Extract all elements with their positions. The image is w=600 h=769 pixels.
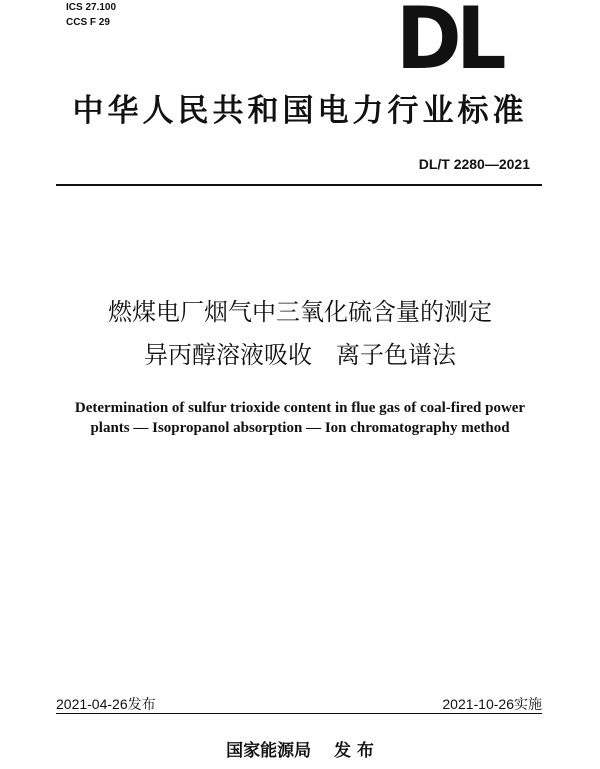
title-en-line2: plants — Isopropanol absorption — Ion chromatography method [90,420,510,436]
standard-organization-title: 中华人民共和国电力行业标准 [72,93,528,129]
bottom-divider [56,713,542,714]
dl-logo: DL [396,0,502,89]
standard-number: DL/T 2280—2021 [418,156,530,172]
issuer: 国家能源局 发 布 [226,741,374,761]
title-zh-line1: 燃煤电厂烟气中三氧化硫含量的测定 [108,298,492,326]
title-en-line1: Determination of sulfur trioxide content in flue gas of coal-fired power [74,400,526,416]
publish-date: 2021-04-26发布 [56,696,156,712]
ics-code: ICS 27.100 [66,2,117,13]
top-divider [56,184,542,186]
ccs-code: CCS F 29 [66,17,110,28]
implement-date: 2021-10-26实施 [442,696,542,712]
title-zh-line2: 异丙醇溶液吸收 离子色谱法 [144,341,456,369]
